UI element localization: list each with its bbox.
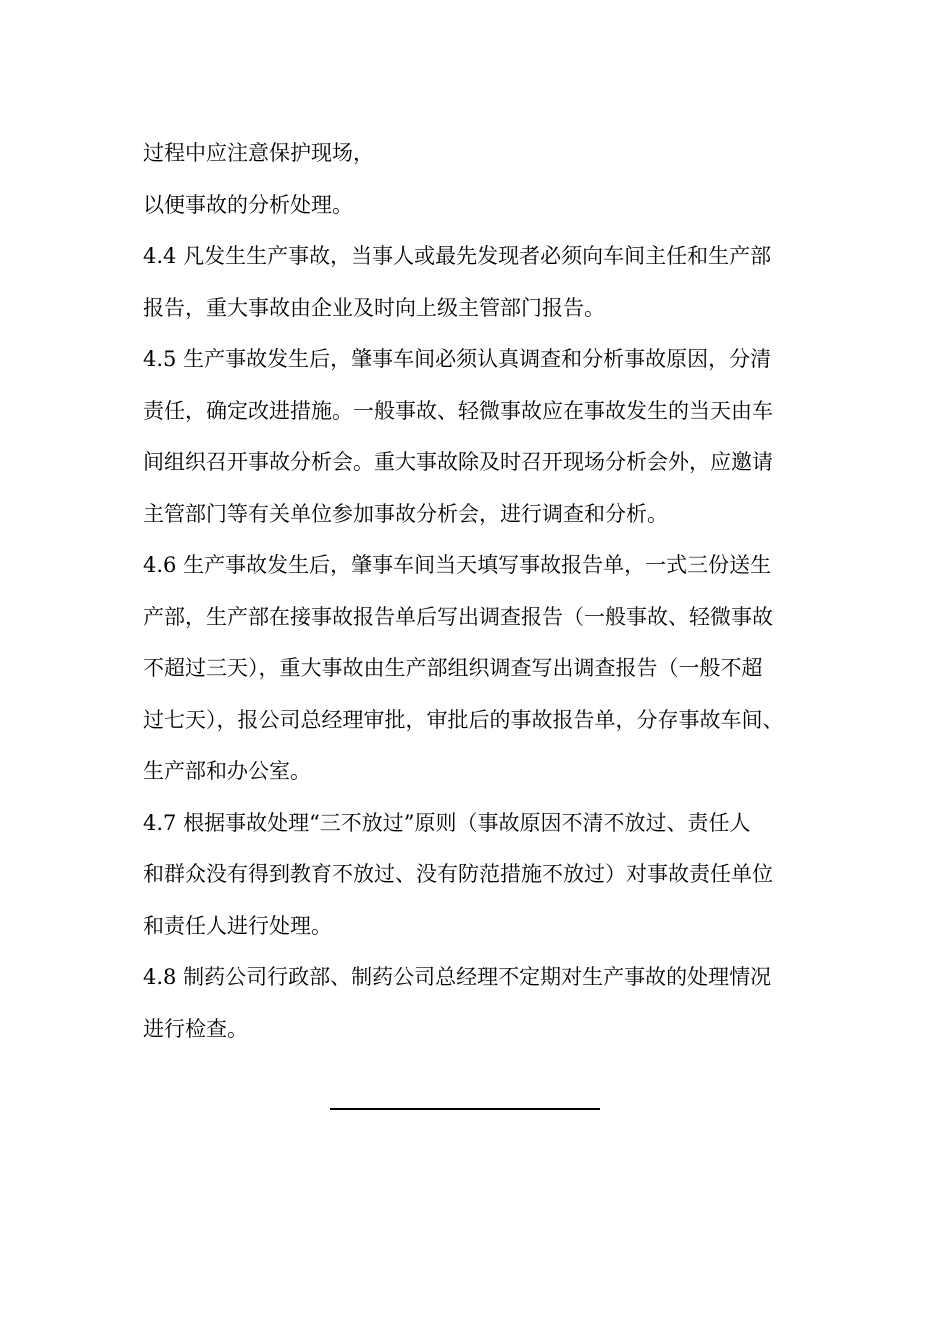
text-line: 4.5 生产事故发生后，肇事车间必须认真调查和分析事故原因，分清 <box>143 347 772 371</box>
text-line: 过程中应注意保护现场， <box>143 141 374 165</box>
text-line: 责任，确定改进措施。一般事故、轻微事故应在事故发生的当天由车 <box>143 398 773 423</box>
text-line: 产部，生产部在接事故报告单后写出调查报告（一般事故、轻微事故 <box>143 604 773 629</box>
text-line: 主管部门等有关单位参加事故分析会，进行调查和分析。 <box>143 501 668 526</box>
text-line: 和责任人进行处理。 <box>143 913 332 938</box>
text-line: 4.7 根据事故处理“三不放过”原则（事故原因不清不放过、责任人 <box>143 810 751 835</box>
body-text <box>143 128 833 1055</box>
text-line: 4.8 制药公司行政部、制药公司总经理不定期对生产事故的处理情况 <box>143 965 772 989</box>
text-line: 过七天），报公司总经理审批，审批后的事故报告单，分存事故车间、 <box>143 707 784 732</box>
text-line: 4.4 凡发生生产事故，当事人或最先发现者必须向车间主任和生产部 <box>143 244 772 268</box>
end-rule <box>330 1108 600 1110</box>
text-line: 间组织召开事故分析会。重大事故除及时召开现场分析会外，应邀请 <box>143 450 773 474</box>
text-line: 进行检查。 <box>143 1016 248 1041</box>
text-line: 不超过三天），重大事故由生产部组织调查写出调查报告（一般不超 <box>143 656 763 680</box>
text-line: 以便事故的分析处理。 <box>143 192 353 217</box>
text-line: 4.6 生产事故发生后，肇事车间当天填写事故报告单，一式三份送生 <box>143 553 772 577</box>
text-line: 生产部和办公室。 <box>143 759 311 783</box>
text-line: 和群众没有得到教育不放过、没有防范措施不放过）对事故责任单位 <box>143 862 773 886</box>
text-line: 报告，重大事故由企业及时向上级主管部门报告。 <box>143 295 605 320</box>
